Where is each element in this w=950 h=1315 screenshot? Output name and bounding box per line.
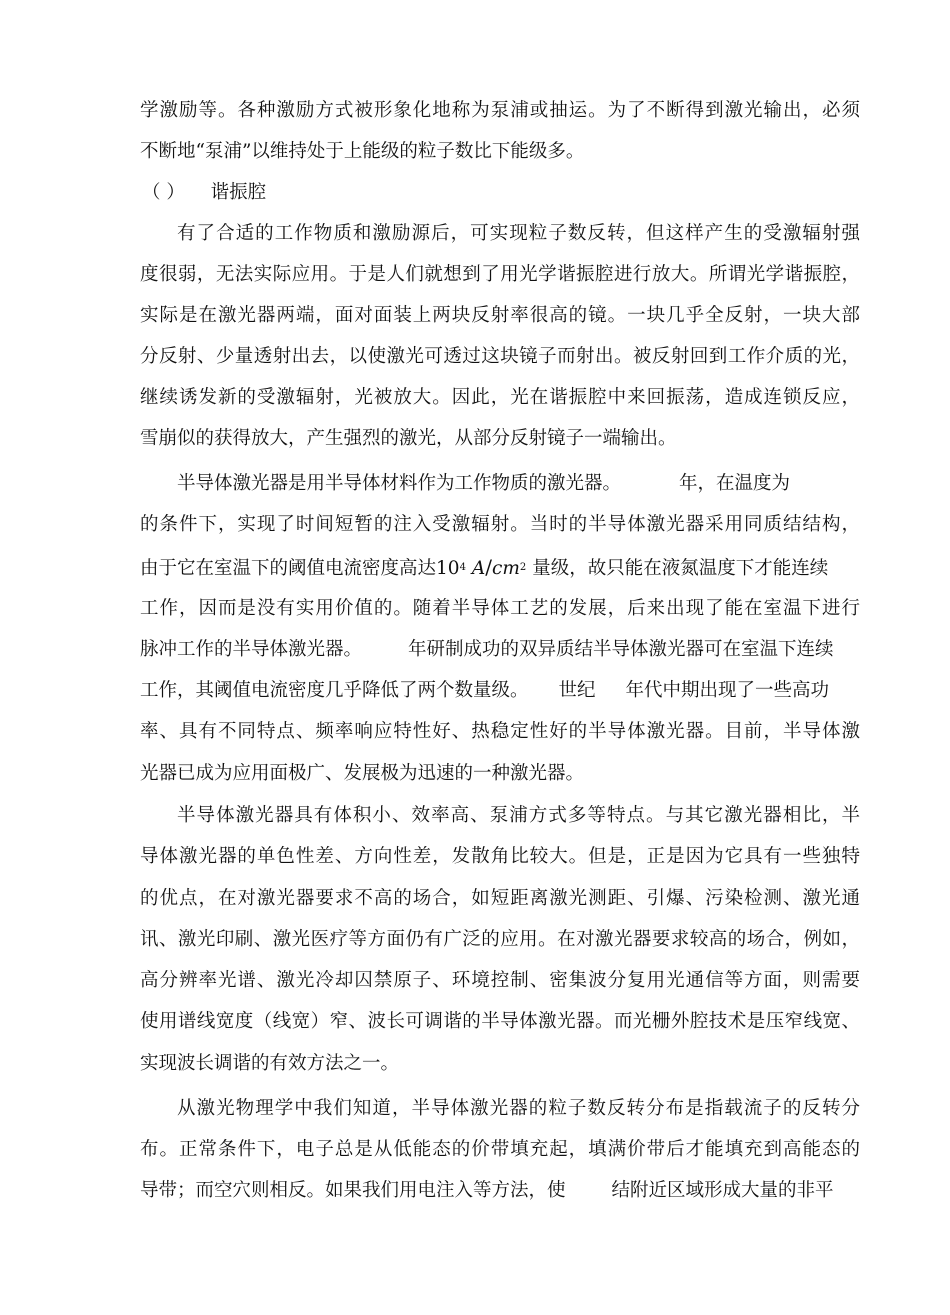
text-line: 的优点，在对激光器要求不高的场合，如短距离激光测距、引爆、污染检测、激光通 xyxy=(140,888,860,909)
text-line: 光器已成为应用面极广、发展极为迅速的一种激光器。 xyxy=(140,763,585,784)
text-segment: 年代中期出现了一些高功 xyxy=(625,680,830,701)
text-segment: 半导体激光器是用半导体材料作为工作物质的激光器。 xyxy=(177,473,622,494)
text-line: 高分辨率光谱、激光冷却囚禁原子、环境控制、密集波分复用光通信等方面，则需要 xyxy=(140,970,860,991)
text-segment: 由于它在室温下的阈值电流密度高达 xyxy=(140,558,437,579)
text-line: 有了合适的工作物质和激励源后，可实现粒子数反转，但这样产生的受激辐射强 xyxy=(177,223,860,244)
text-line xyxy=(140,679,860,703)
text-line: 工作，因而是没有实用价值的。随着半导体工艺的发展，后来出现了能在室温下进行 xyxy=(140,598,860,619)
text-line: 率、具有不同特点、频率响应特性好、热稳定性好的半导体激光器。目前，半导体激 xyxy=(140,721,860,742)
text-line: 度很弱，无法实际应用。于是人们就想到了用光学谐振腔进行放大。所谓光学谐振腔， xyxy=(140,264,860,285)
text-line: 半导体激光器具有体积小、效率高、泵浦方式多等特点。与其它激光器相比，半 xyxy=(177,805,860,826)
text-segment: 脉冲工作的半导体激光器。 xyxy=(140,639,363,660)
text-line: 从激光物理学中我们知道，半导体激光器的粒子数反转分布是指载流子的反转分 xyxy=(177,1098,860,1119)
text-line: 不断地“泵浦”以维持处于上能级的粒子数比下能级多。 xyxy=(140,141,585,162)
text-segment: 年，在温度为 xyxy=(679,473,791,494)
heading-number-placeholder: （ ） xyxy=(142,182,185,203)
text-line: 实际是在激光器两端，面对面装上两块反射率很高的镜。一块几乎全反射，一块大部 xyxy=(140,305,860,326)
text-line: 讯、激光印刷、激光医疗等方面仍有广泛的应用。在对激光器要求较高的场合，例如， xyxy=(140,929,860,950)
text-line: 学激励等。各种激励方式被形象化地称为泵浦或抽运。为了不断得到激光输出，必须 xyxy=(140,100,860,121)
text-line: 分反射、少量透射出去，以使激光可透过这块镜子而射出。被反射回到工作介质的光， xyxy=(140,346,860,367)
text-segment: 结附近区域形成大量的非平 xyxy=(611,1180,834,1201)
section-heading xyxy=(142,181,862,205)
current-density-value: $10^4$ $A/cm^2$ xyxy=(436,555,527,579)
text-line xyxy=(140,1179,860,1203)
text-segment: 导带；而空穴则相反。如果我们用电注入等方法，使 xyxy=(140,1180,566,1201)
text-segment: 年研制成功的双异质结半导体激光器可在室温下连续 xyxy=(408,639,834,660)
text-line: 继续诱发新的受激辐射，光被放大。因此，光在谐振腔中来回振荡，造成连锁反应， xyxy=(140,387,860,408)
text-line: 布。正常条件下，电子总是从低能态的价带填充起，填满价带后才能填充到高能态的 xyxy=(140,1139,860,1160)
text-line xyxy=(140,638,860,662)
text-line: 使用谱线宽度（线宽）窄、波长可调谐的半导体激光器。而光栅外腔技术是压窄线宽、 xyxy=(140,1011,860,1032)
text-line: 雪崩似的获得放大，产生强烈的激光，从部分反射镜子一端输出。 xyxy=(140,428,677,449)
text-line xyxy=(177,472,860,496)
text-line: 实现波长调谐的有效方法之一。 xyxy=(140,1053,400,1074)
text-line: 导体激光器的单色性差、方向性差，发散角比较大。但是，正是因为它具有一些独特 xyxy=(140,846,860,867)
text-line: 的条件下，实现了时间短暂的注入受激辐射。当时的半导体激光器采用同质结结构， xyxy=(140,514,860,535)
text-segment: 量级，故只能在液氮温度下才能连续 xyxy=(532,558,829,579)
text-segment: 工作，其阈值电流密度几乎降低了两个数量级。 xyxy=(140,680,529,701)
heading-title: 谐振腔 xyxy=(210,182,267,203)
text-line xyxy=(140,555,860,579)
text-segment: 世纪 xyxy=(558,680,596,701)
